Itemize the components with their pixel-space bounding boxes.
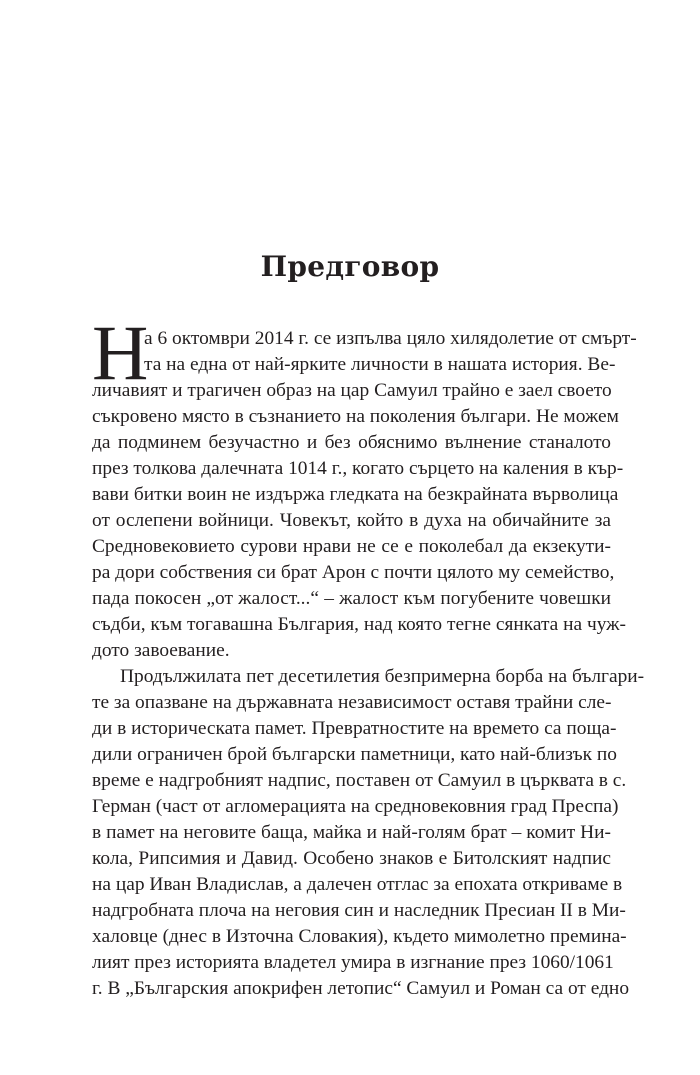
text-line: надгробната плоча на неговия син и наследник Пресиан II в Ми-	[92, 900, 626, 921]
text-line: пада покосен „от жалост...“ – жалост към погубените човешки	[92, 588, 611, 609]
text-line: Продължилата пет десетилетия безпримерна борба на българи-	[120, 666, 645, 687]
text-line: те за опазване на държавната независимост оставя трайни сле-	[92, 692, 612, 713]
text-line: на цар Иван Владислав, а далечен отглас за епохата откриваме в	[92, 874, 623, 895]
text-line: лият през историята владетел умира в изгнание през 1060/1061	[92, 952, 614, 973]
text-line: вави битки воин не издържа гледката на безкрайната върволица	[92, 484, 619, 505]
text-line: ди в историческата памет. Превратностите на времето са поща-	[92, 718, 617, 739]
text-line: съкровено място в съзнанието на поколения българи. Не можем	[92, 406, 619, 427]
text-line: дото завоевание.	[92, 640, 230, 661]
text-line: ра дори собствения си брат Арон с почти цялото му семейство,	[92, 562, 615, 583]
text-line: а 6 октомври 2014 г. се изпълва цяло хилядолетие от смърт-	[144, 328, 637, 349]
text-line: време е надгробният надпис, поставен от Самуил в църквата в с.	[92, 770, 627, 791]
text-line: Средновековието сурови нрави не се е поколебал да екзекути-	[92, 536, 611, 557]
drop-cap-letter: Н	[92, 309, 149, 396]
text-line: халовце (днес в Източна Словакия), където мимолетно премина-	[92, 926, 627, 947]
text-line: кола, Рипсимия и Давид. Особено знаков е Битолският надпис	[92, 848, 611, 869]
text-line: та на една от най-ярките личности в нашата история. Ве-	[144, 354, 616, 375]
text-line: в памет на неговите баща, майка и най-голям брат – комит Ни-	[92, 822, 611, 843]
body-text	[92, 326, 645, 1002]
text-line: дили ограничен брой български паметници, като най-близък по	[92, 744, 617, 765]
text-line: съдби, към тогавашна България, над която тегне сянката на чуж-	[92, 614, 627, 635]
text-line: личавият и трагичен образ на цар Самуил трайно е заел своето	[92, 380, 612, 401]
page-title: Предговор	[260, 249, 440, 283]
text-line: от ослепени войници. Човекът, който в духа на обичайните за	[92, 510, 611, 531]
text-line: Герман (част от агломерацията на средновековния град Преспа)	[92, 796, 619, 817]
text-line: да подминем безучастно и без обяснимо вълнение станалото	[92, 432, 611, 453]
text-line: г. В „Българския апокрифен летопис“ Самуил и Роман са от едно	[92, 978, 630, 999]
text-line: през толкова далечната 1014 г., когато сърцето на калeния в кър-	[92, 458, 624, 479]
